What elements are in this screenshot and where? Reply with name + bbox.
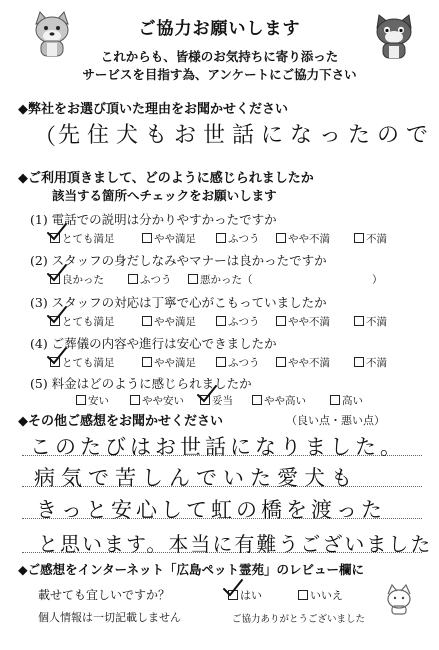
review-heading: ◆ご感想をインターネット「広島ペット霊苑」のレビュー欄に [18, 562, 364, 577]
checkbox[interactable] [354, 357, 364, 367]
q1-option-1[interactable]: とても満足 [50, 231, 115, 246]
q1-option-5[interactable]: 不満 [354, 231, 387, 246]
q4-option-5[interactable]: 不満 [354, 355, 387, 370]
reason-heading: ◆弊社をお選び頂いた理由をお聞かせください [18, 102, 288, 117]
checkbox[interactable] [142, 233, 152, 243]
review-question: 載せても宜しいですか？ [38, 588, 171, 602]
question-5: (5) 料金はどのように感じられましたか [30, 376, 252, 391]
checkbox[interactable] [354, 316, 364, 326]
checkbox[interactable] [216, 316, 226, 326]
comments-note: （良い点・悪い点） [286, 414, 385, 427]
checkbox[interactable] [330, 395, 340, 405]
checkbox[interactable] [76, 395, 86, 405]
comment-line-2[interactable]: 病気で苦しんでいた愛犬も [34, 466, 358, 490]
review-option-yes[interactable]: はい [228, 587, 262, 603]
privacy-note: 個人情報は一切記載しません [38, 611, 181, 624]
q2-close-paren: ） [372, 274, 383, 286]
q4-option-2[interactable]: やや満足 [142, 355, 196, 370]
q3-option-2[interactable]: やや満足 [142, 314, 196, 329]
pet-doodle-icon [382, 582, 416, 616]
q4-check-mark [46, 346, 68, 366]
checkbox[interactable] [188, 274, 198, 284]
checkbox[interactable] [142, 357, 152, 367]
q2-option-3[interactable]: 悪かった（ [188, 272, 253, 287]
q3-check-mark [46, 305, 68, 325]
checkbox[interactable] [252, 395, 262, 405]
q4-option-3[interactable]: ふつう [216, 355, 260, 370]
intro-line-2: サービスを目指す為、アンケートにご協力下さい [82, 67, 357, 82]
q4-option-4[interactable]: やや不満 [276, 355, 330, 370]
q2-check-mark [46, 263, 68, 283]
question-2: (2) スタッフの身だしなみやマナーは良かったですか [30, 253, 327, 268]
checkbox[interactable] [276, 233, 286, 243]
q5-check-mark [196, 384, 218, 404]
checkbox[interactable] [354, 233, 364, 243]
question-3: (3) スタッフの対応は丁寧で心がこもっていましたか [30, 295, 327, 310]
q3-option-4[interactable]: やや不満 [276, 314, 330, 329]
q5-option-3[interactable]: 妥当 [200, 393, 233, 408]
q4-option-1[interactable]: とても満足 [50, 355, 115, 370]
q1-option-4[interactable]: やや不満 [276, 231, 330, 246]
q5-option-5[interactable]: 高い [330, 393, 363, 408]
q5-option-2[interactable]: やや安い [130, 393, 184, 408]
comment-line-3[interactable]: きっと安心して虹の橋を渡った [36, 498, 386, 522]
checkbox[interactable] [142, 316, 152, 326]
reason-open-paren: （ [34, 125, 57, 150]
q3-option-5[interactable]: 不満 [354, 314, 387, 329]
q1-option-2[interactable]: やや満足 [142, 231, 196, 246]
checkbox[interactable] [216, 357, 226, 367]
q2-option-2[interactable]: ふつう [128, 272, 172, 287]
q2-option-1[interactable]: 良かった [50, 272, 104, 287]
q5-option-4[interactable]: やや高い [252, 393, 306, 408]
question-1: (1) 電話での説明は分かりやすかったですか [30, 212, 277, 227]
q1-option-3[interactable]: ふつう [216, 231, 260, 246]
comment-line-1[interactable]: このたびはお世話になりました。 [30, 435, 405, 459]
review-option-no[interactable]: いいえ [298, 587, 343, 603]
comment-line-4[interactable]: と思います。本当に有難うございました [38, 532, 433, 556]
q1-check-mark [46, 222, 68, 242]
experience-heading: ◆ご利用頂きまして、どのように感じられましたか [18, 171, 314, 186]
question-4: (4) ご葬儀の内容や進行は安心できましたか [30, 336, 277, 351]
checkbox[interactable] [130, 395, 140, 405]
checkbox[interactable] [276, 357, 286, 367]
checkbox[interactable] [216, 233, 226, 243]
experience-instruction: 該当する箇所へチェックをお願いします [52, 188, 277, 203]
intro-line-1: これからも、皆様のお気持ちに寄り添った [100, 49, 339, 64]
checkbox[interactable] [298, 590, 308, 600]
q5-option-1[interactable]: 安い [76, 393, 109, 408]
q3-option-1[interactable]: とても満足 [50, 314, 115, 329]
comments-heading: ◆その他ご感想をお聞かせください [18, 414, 223, 429]
thanks-note: ご協力ありがとうございました [232, 614, 366, 625]
reason-answer[interactable]: 先住犬もお世話になったので [58, 123, 436, 148]
q3-option-3[interactable]: ふつう [216, 314, 260, 329]
survey-title: ご協力お願いします [138, 19, 301, 39]
review-check-mark [222, 578, 244, 598]
checkbox[interactable] [128, 274, 138, 284]
checkbox[interactable] [276, 316, 286, 326]
